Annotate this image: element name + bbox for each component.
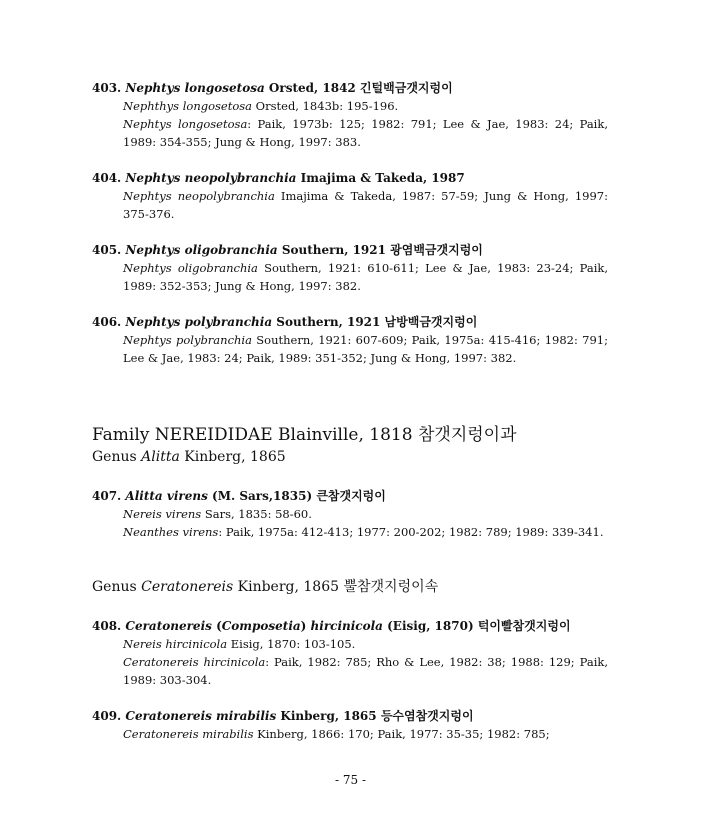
synonym-citation: Eisig, 1870: 103-105. — [227, 637, 356, 651]
genus-label: Genus — [92, 579, 142, 595]
family-heading — [92, 424, 517, 446]
synonym-citation: Kinberg, 1866: 170; Paik, 1977: 35-35; 1982: 785; — [253, 727, 550, 741]
subgenus-open: ( — [211, 619, 222, 633]
synonym-line — [123, 259, 608, 295]
synonym-name: Nephtys neopolybranchia — [123, 189, 275, 203]
synonym-line — [123, 187, 608, 223]
genus-label: Genus — [92, 449, 142, 465]
korean-name: 긴털백금갯지렁이 — [359, 81, 453, 95]
species-name: Nephtys polybranchia — [125, 315, 273, 329]
species-name: Ceratonereis mirabilis — [125, 709, 277, 723]
species-author: (M. Sars,1835) — [207, 489, 317, 503]
species-entry-406 — [92, 313, 608, 367]
korean-name: 광염백금갯지렁이 — [390, 243, 483, 257]
synonym-line — [123, 653, 608, 689]
genus-part: Ceratonereis — [125, 619, 212, 633]
synonym-name: Nereis virens — [123, 507, 202, 521]
species-author: Southern, 1921 — [277, 243, 391, 257]
synonym-citation: Southern, 1921: 610-611; Lee & Jae, 1983: 23-24; Paik, 1989: 352-353; Jung & Hong, 1997: 382. — [123, 261, 608, 293]
species-name: Alitta virens — [125, 489, 208, 503]
species-epithet: hircinicola — [310, 619, 383, 633]
subgenus-close: ) — [300, 619, 311, 633]
species-name: Nephtys neopolybranchia — [125, 171, 297, 185]
korean-name: 턱이빨참갯지렁이 — [477, 619, 571, 633]
korean-name: 등수염참갯지렁이 — [380, 709, 474, 723]
synonym-citation: Sars, 1835: 58-60. — [201, 507, 312, 521]
synonym-line — [123, 725, 608, 743]
family-title: Family NEREIDIDAE Blainville, 1818 — [92, 425, 418, 445]
species-author: Kinberg, 1865 — [276, 709, 381, 723]
species-author: Orsted, 1842 — [264, 81, 360, 95]
synonym-line — [123, 331, 608, 367]
synonym-name: Neanthes virens — [123, 525, 219, 539]
synonym-citation: : Paik, 1975a: 412-413; 1977: 200-202; 1982: 789; 1989: 339-341. — [218, 525, 604, 539]
synonym-line — [123, 635, 608, 653]
synonym-name: Ceratonereis mirabilis — [123, 727, 254, 741]
genus-korean-name: 뿔참갯지렁이속 — [343, 579, 439, 595]
synonym-citation: Imajima & Takeda, 1987: 57-59; Jung & Hong, 1997: 375-376. — [123, 189, 608, 221]
entry-number: 405. — [92, 243, 122, 257]
synonym-name: Nephtys longosetosa — [123, 117, 248, 131]
species-heading — [92, 487, 608, 505]
genus-heading-ceratonereis — [92, 577, 438, 597]
genus-name: Ceratonereis — [141, 579, 234, 595]
entry-number: 403. — [92, 81, 122, 95]
species-heading — [92, 241, 608, 259]
genus-name: Alitta — [141, 449, 180, 465]
entry-number: 409. — [92, 709, 122, 723]
species-entry-403 — [92, 79, 608, 151]
synonym-citation: : Paik, 1982: 785; Rho & Lee, 1982: 38; 1988: 129; Paik, 1989: 303-304. — [123, 655, 608, 687]
synonym-name: Nephthys longosetosa — [123, 99, 253, 113]
subgenus-name: Composetia — [221, 619, 301, 633]
species-entry-404 — [92, 169, 608, 223]
family-korean-name: 참갯지렁이과 — [417, 425, 517, 445]
synonym-name: Nephtys oligobranchia — [123, 261, 258, 275]
entry-number: 404. — [92, 171, 122, 185]
species-author: Imajima & Takeda, 1987 — [296, 171, 465, 185]
genus-author: Kinberg, 1865 — [179, 449, 286, 465]
entry-number: 407. — [92, 489, 122, 503]
species-entry-405 — [92, 241, 608, 295]
korean-name: 남방백금갯지렁이 — [384, 315, 478, 329]
species-name: Nephtys oligobranchia — [125, 243, 278, 257]
synonym-line — [123, 505, 608, 523]
species-name: Nephtys longosetosa — [125, 81, 265, 95]
synonym-name: Nephtys polybranchia — [123, 333, 252, 347]
species-heading — [92, 79, 608, 97]
entry-number: 408. — [92, 619, 122, 633]
species-entry-408 — [92, 617, 608, 689]
species-author: Southern, 1921 — [272, 315, 385, 329]
synonym-citation: Orsted, 1843b: 195-196. — [252, 99, 399, 113]
species-heading — [92, 617, 608, 635]
synonym-line — [123, 97, 608, 115]
synonym-name: Ceratonereis hircinicola — [123, 655, 266, 669]
synonym-citation: Southern, 1921: 607-609; Paik, 1975a: 415-416; 1982: 791; Lee & Jae, 1983: 24; Paik, 1989: 351-352; Jung & Hong, 1997: 382. — [123, 333, 608, 365]
species-entry-407 — [92, 487, 608, 541]
genus-heading-alitta — [92, 447, 286, 467]
synonym-line — [123, 523, 608, 541]
species-entry-409 — [92, 707, 608, 743]
synonym-citation: : Paik, 1973b: 125; 1982: 791; Lee & Jae, 1983: 24; Paik, 1989: 354-355; Jung & Hong, 1997: 383. — [123, 117, 608, 149]
synonym-name: Nereis hircinicola — [123, 637, 228, 651]
korean-name: 큰참갯지렁이 — [316, 489, 386, 503]
species-heading — [92, 313, 608, 331]
species-author: (Eisig, 1870) — [382, 619, 478, 633]
entry-number: 406. — [92, 315, 122, 329]
synonym-line — [123, 115, 608, 151]
genus-author: Kinberg, 1865 — [233, 579, 344, 595]
species-heading — [92, 169, 608, 187]
page-number: - 75 - — [334, 773, 366, 787]
species-heading — [92, 707, 608, 725]
